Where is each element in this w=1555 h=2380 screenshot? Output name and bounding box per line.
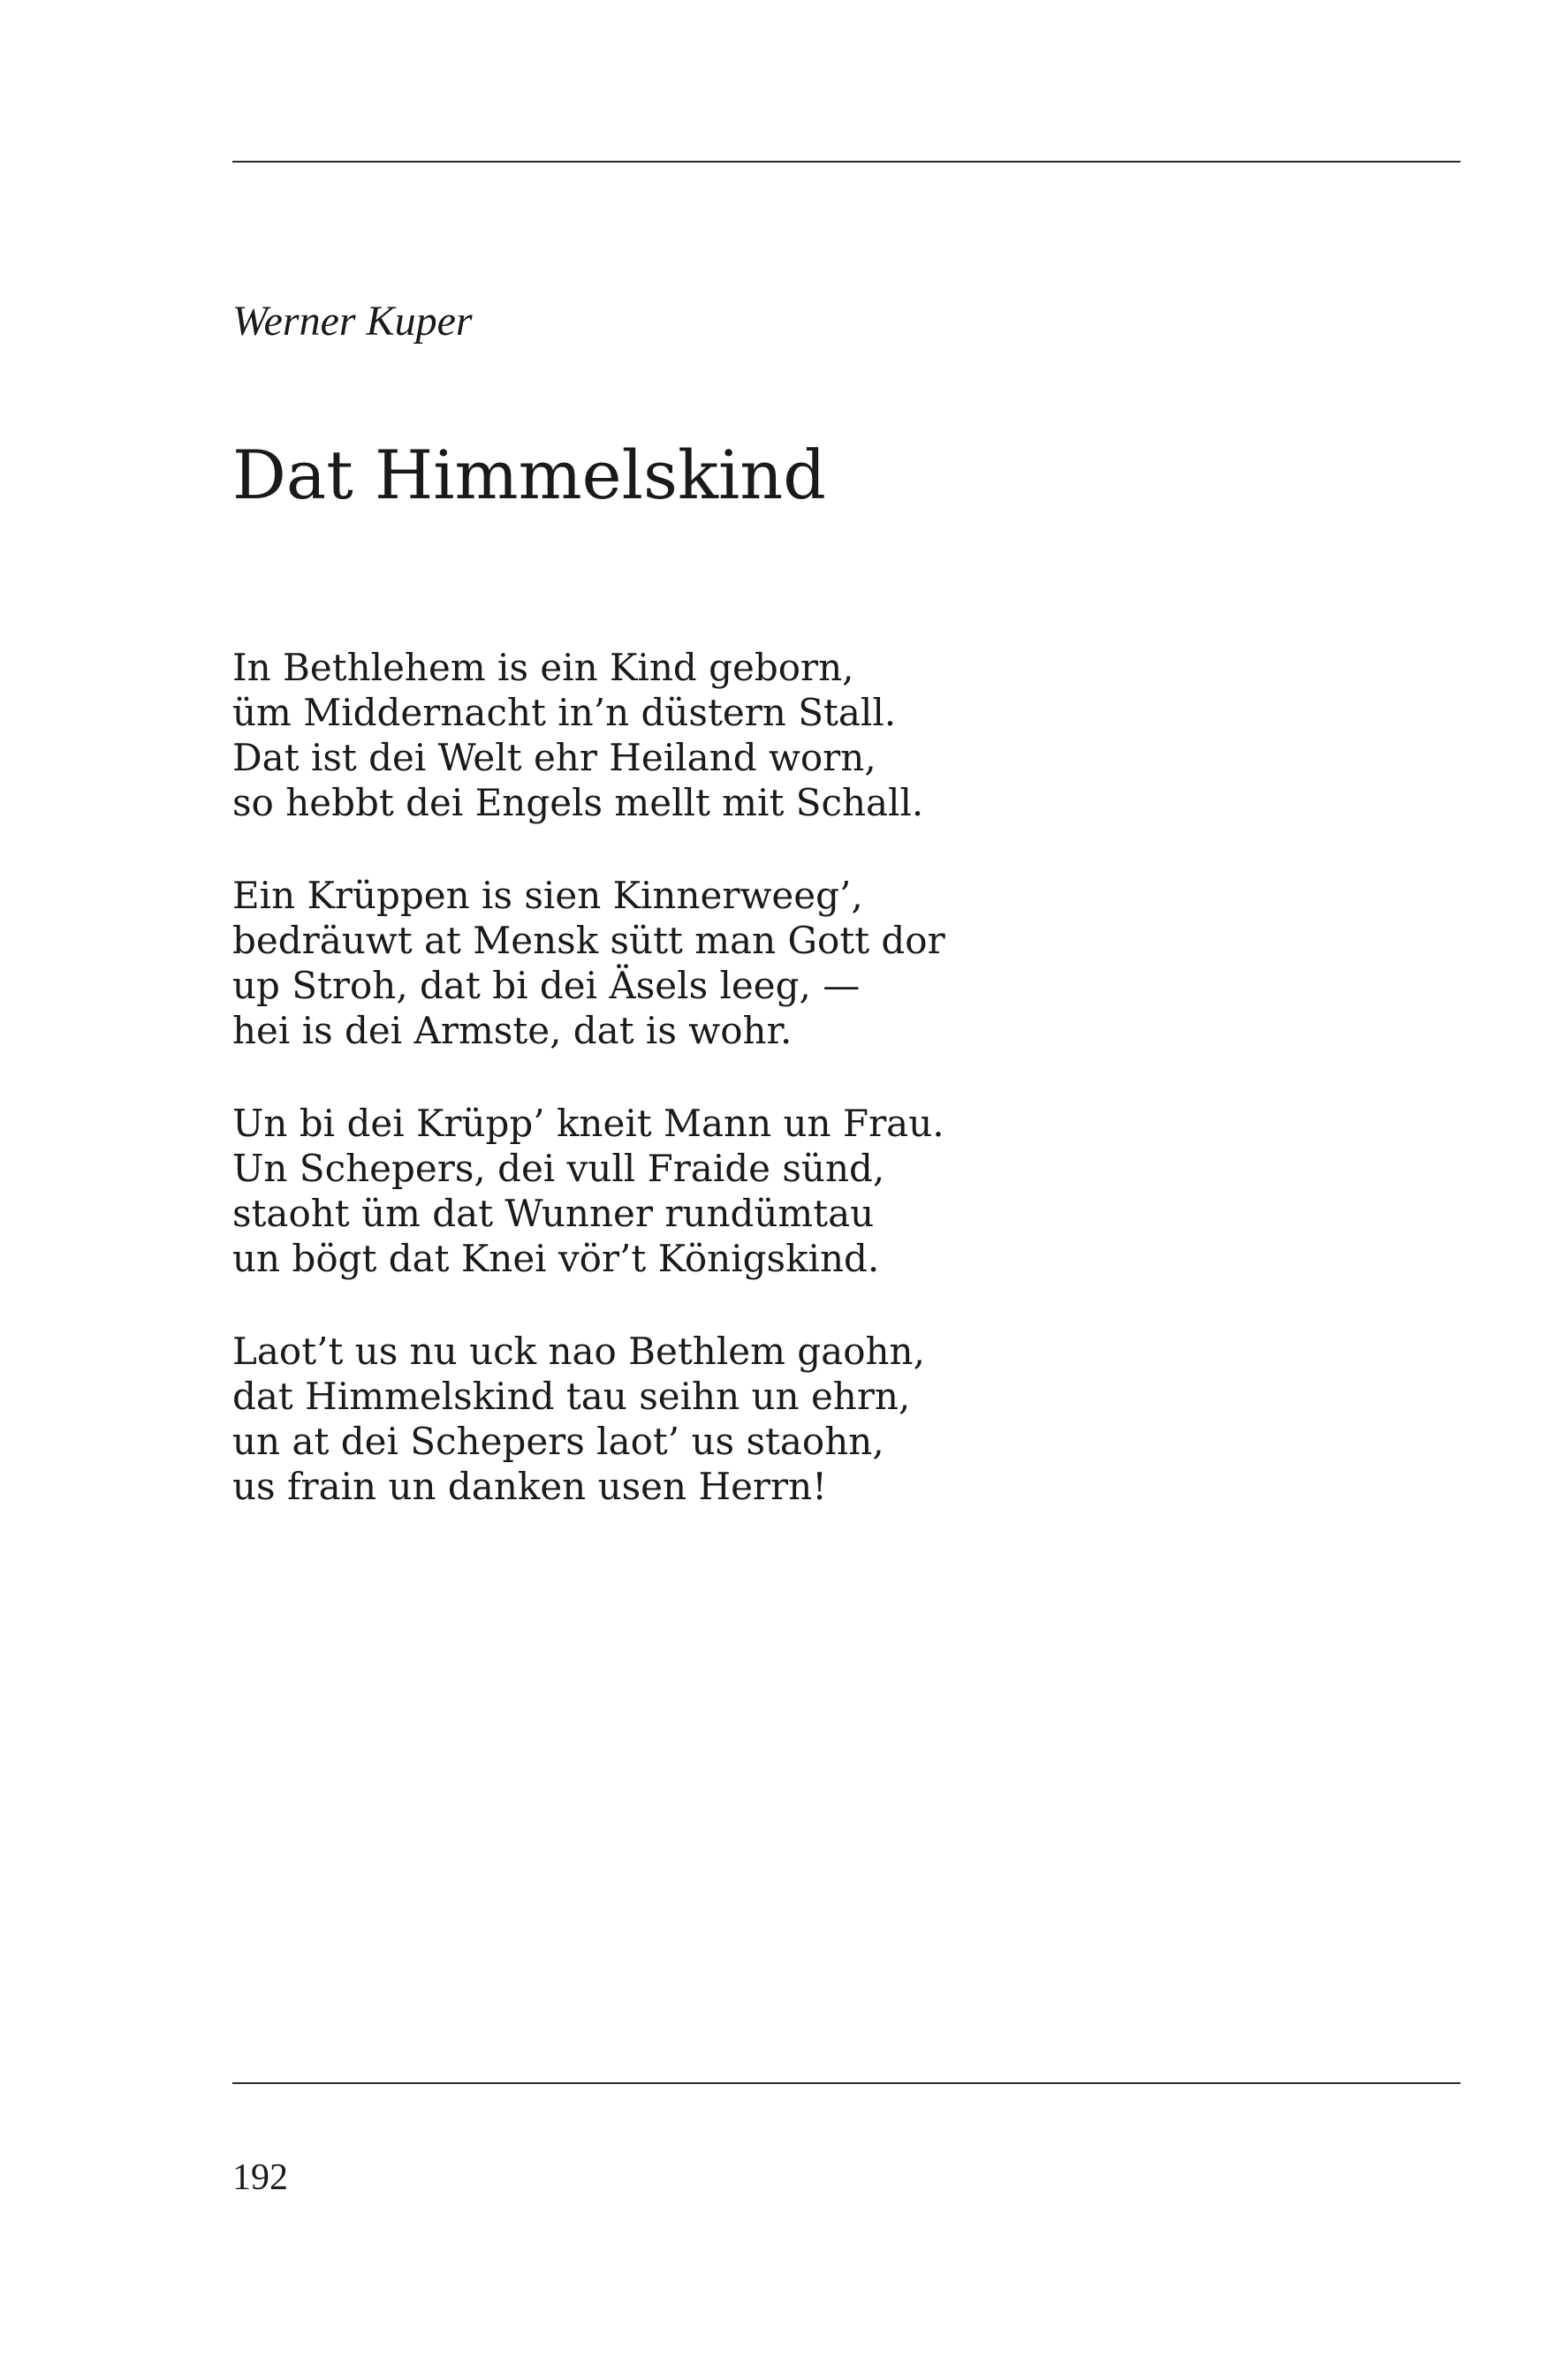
- poem-body: [232, 645, 1460, 1557]
- poem-line: Dat ist dei Welt ehr Heiland worn,: [232, 736, 876, 779]
- stanza-3: [232, 1101, 1460, 1281]
- page-number: 192: [232, 2157, 288, 2198]
- stanza-1: [232, 645, 1460, 825]
- poem-line: up Stroh, dat bi dei Äsels leeg, —: [232, 964, 861, 1007]
- poem-line: staoht üm dat Wunner rundümtau: [232, 1192, 875, 1235]
- stanza-2: [232, 873, 1460, 1053]
- poem-line: dat Himmelskind tau seihn un ehrn,: [232, 1375, 911, 1418]
- poem-line: Ein Krüppen is sien Kinnerweeg’,: [232, 874, 863, 917]
- poem-line: Laot’t us nu uck nao Bethlem gaohn,: [232, 1330, 925, 1373]
- poem-title: Dat Himmelskind: [232, 436, 826, 514]
- top-rule: [232, 161, 1460, 163]
- poem-line: so hebbt dei Engels mellt mit Schall.: [232, 781, 924, 824]
- bottom-rule: [232, 2082, 1460, 2084]
- poem-line: üm Middernacht in’n düstern Stall.: [232, 691, 897, 734]
- poem-line: us frain un danken usen Herrn!: [232, 1465, 828, 1508]
- poem-line: Un Schepers, dei vull Fraide sünd,: [232, 1147, 885, 1190]
- poem-line: un bögt dat Knei vör’t Königskind.: [232, 1237, 880, 1280]
- poem-line: bedräuwt at Mensk sütt man Gott dor: [232, 919, 945, 962]
- poem-line: In Bethlehem is ein Kind geborn,: [232, 646, 854, 689]
- stanza-4: [232, 1329, 1460, 1509]
- poem-line: un at dei Schepers laot’ us staohn,: [232, 1420, 884, 1463]
- author-name: Werner Kuper: [232, 298, 473, 345]
- poem-line: Un bi dei Krüpp’ kneit Mann un Frau.: [232, 1102, 944, 1145]
- poem-line: hei is dei Armste, dat is wohr.: [232, 1009, 793, 1052]
